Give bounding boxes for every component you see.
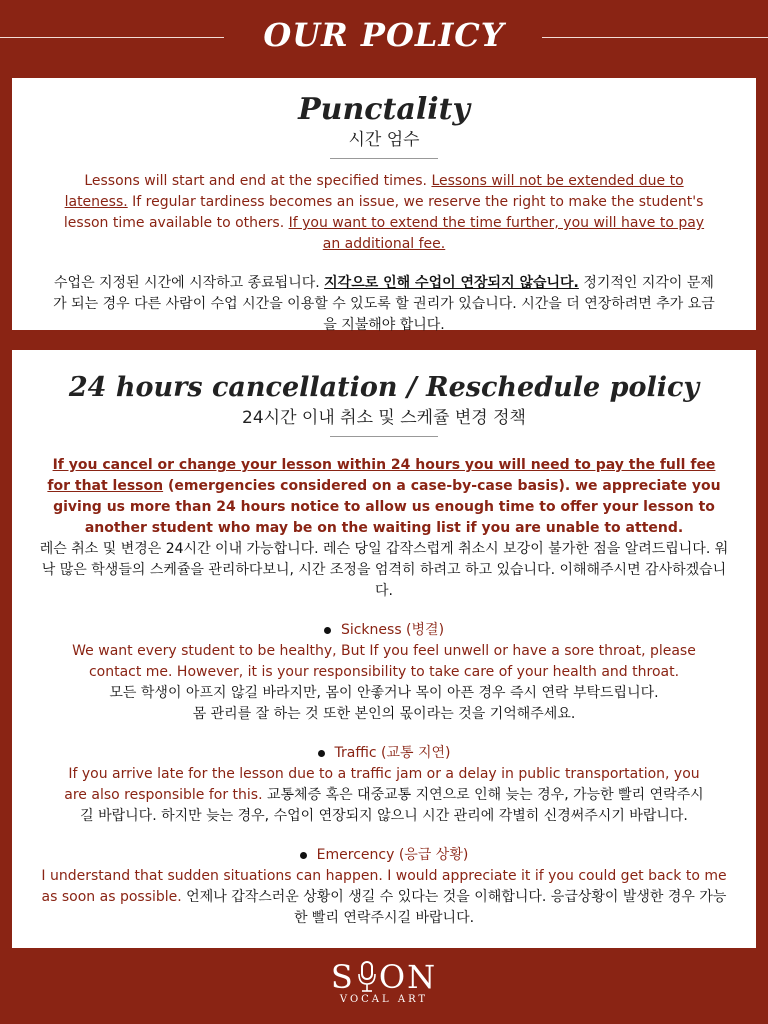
header bbox=[0, 0, 768, 78]
punctuality-title: Punctality bbox=[298, 92, 470, 127]
traffic-text: If you arrive late for the lesson due to a traffic jam or a delay in public transportation, you are also responsible for this. 교통체증 혹은 대중교통 지연으로 인해 늦는 경우, 가능한 빨리 연락주시길 바랍니다. 하지만 늦는 경우, 수업이 연장되지 않으니 시간 관리에 각별히 신경써주시기 바랍니다. bbox=[64, 766, 704, 824]
divider bbox=[330, 158, 438, 159]
traffic-heading: Traffic (교통 지연) bbox=[12, 743, 756, 764]
cancellation-text-en: If you cancel or change your lesson within 24 hours you will need to pay the full fee for that lesson (emergencies considered on a case-by-case basis). we appreciate you giving us more than 24 hours notice to allow us enough time to offer your lesson to another student who may be on the waiting list if you are unable to attend. bbox=[47, 457, 721, 536]
divider bbox=[330, 436, 438, 437]
footer-logo bbox=[0, 958, 768, 1024]
sickness-heading: Sickness (병결) bbox=[12, 620, 756, 641]
cancellation-card bbox=[12, 350, 756, 948]
punctuality-card bbox=[12, 78, 756, 333]
emergency-heading: Emercency (응급 상황) bbox=[12, 845, 756, 866]
bullet-icon bbox=[318, 750, 325, 757]
logo-subtitle: VOCAL ART bbox=[339, 994, 429, 1005]
sickness-text-ko: 모든 학생이 아프지 않길 바라지만, 몸이 안좋거나 목이 아픈 경우 즉시 연락 부탁드립니다. 몸 관리를 잘 하는 것 또한 본인의 몫이라는 것을 기억해주세요. bbox=[109, 685, 659, 722]
microphone-icon bbox=[357, 961, 377, 993]
page-title: OUR POLICY bbox=[263, 16, 505, 54]
bullet-icon bbox=[300, 852, 307, 859]
bullet-icon bbox=[324, 627, 331, 634]
punctuality-text-en: Lessons will start and end at the specified times. Lessons will not be extended due to lateness. If regular tardiness becomes an issue, we reserve the right to make the student's lesson time available to others. If you want to extend the time further, you will have to pay an additional fee. bbox=[63, 173, 705, 252]
punctuality-title-ko: 시간 엄수 bbox=[348, 130, 420, 150]
logo-letter-s: S bbox=[330, 958, 355, 996]
sickness-text-en: We want every student to be healthy, But If you feel unwell or have a sore throat, please contact me. However, it is your responsibility to take care of your health and throat. bbox=[72, 643, 696, 680]
emergency-text: I understand that sudden situations can happen. I would appreciate it if you could get back to me as soon as possible. 언제나 갑작스러운 상황이 생길 수 있다는 것을 이해합니다. 응급상황이 발생한 경우 가능한 빨리 연락주시길 바랍니다. bbox=[41, 868, 727, 926]
cancellation-title-ko: 24시간 이내 취소 및 스케쥴 변경 정책 bbox=[242, 408, 526, 428]
header-rule-right bbox=[542, 37, 768, 38]
cancellation-title: 24 hours cancellation / Reschedule policy bbox=[68, 372, 700, 403]
cancellation-text-ko: 레슨 취소 및 변경은 24시간 이내 가능합니다. 레슨 당일 갑작스럽게 취소시 보강이 불가한 점을 알려드립니다. 워낙 많은 학생들의 스케쥴을 관리하다보니, 시간 조정을 엄격히 하려고 하고 있습니다. 이해해주시면 감사하겠습니다. bbox=[39, 541, 729, 599]
punctuality-text-ko: 수업은 지정된 시간에 시작하고 종료됩니다. 지각으로 인해 수업이 연장되지 않습니다. 정기적인 지각이 문제가 되는 경우 다른 사람이 수업 시간을 이용할 수 있도록 할 권리가 있습니다. 시간을 더 연장하려면 추가 요금을 지불해야 합니다. bbox=[53, 275, 715, 333]
logo-letters-on: ON bbox=[378, 958, 438, 996]
